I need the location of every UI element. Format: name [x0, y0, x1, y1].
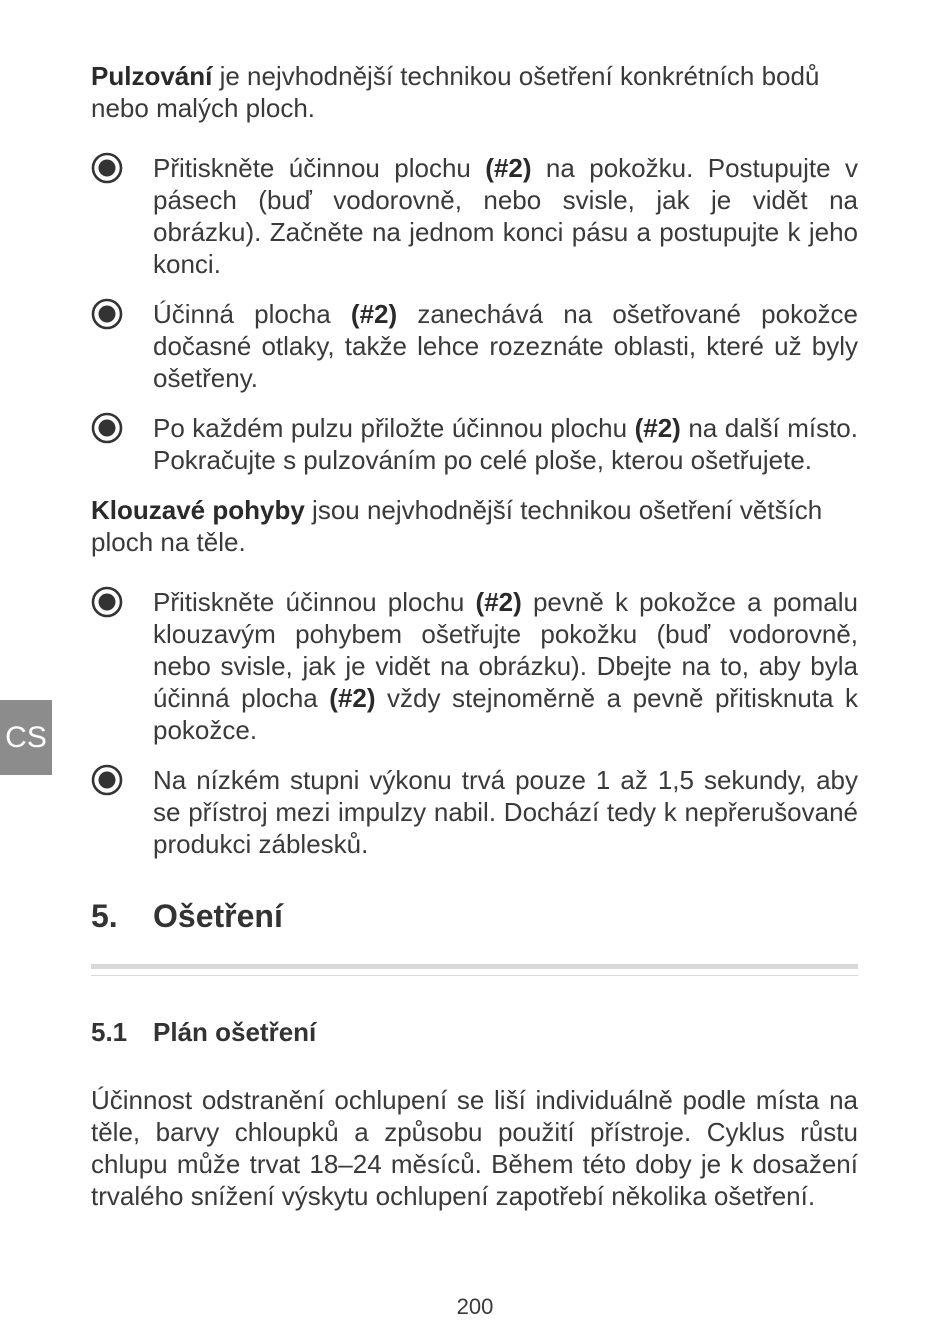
language-tab: CS — [0, 700, 52, 775]
page-number: 200 — [456, 1294, 494, 1319]
pulsing-term: Pulzování — [91, 61, 213, 91]
subsection-title: Plán ošetření — [153, 1017, 317, 1047]
section-title: Ošetření — [153, 898, 283, 934]
bullet-text: Na nízkém stupni výkonu trvá pouze 1 až 1,5 sekundy, aby se přístroj mezi impulzy nabil. Dochází tedy k nepřerušované produkci záblesků. — [153, 765, 858, 859]
subsection-number: 5.1 — [91, 1017, 128, 1047]
bullet-text: Přitiskněte účinnou plochu — [153, 153, 486, 183]
pulsing-bullet-list — [91, 152, 858, 476]
radio-bullet-icon — [91, 298, 123, 330]
bullet-text: Po každém pulzu přiložte účinnou plochu — [153, 413, 635, 443]
radio-bullet-icon — [91, 586, 123, 618]
area-ref: (#2) — [485, 153, 532, 183]
gliding-term: Klouzavé pohyby — [91, 495, 305, 525]
page-content — [91, 60, 858, 1212]
radio-bullet-icon — [91, 152, 123, 184]
list-item — [91, 298, 858, 394]
list-item — [91, 412, 858, 476]
radio-bullet-icon — [91, 412, 123, 444]
bullet-text: Přitiskněte účinnou plochu — [153, 587, 476, 617]
bullet-text: zanechává na ošetřované pokožce dočasné otlaky, takže lehce rozeznáte oblasti, které už byly ošetřeny. — [153, 299, 859, 393]
bullet-text: na pokožku. Postupujte v pásech (buď vodorovně, nebo svisle, jak je vidět na obrázku). Začněte na jednom konci pásu a postupujte k jeho konci. — [153, 153, 858, 279]
subsection-heading — [91, 1016, 858, 1048]
radio-bullet-icon — [91, 764, 123, 796]
bullet-text: vždy stejnoměrně a pevně přitisknuta k pokožce. — [153, 683, 858, 745]
list-item — [91, 764, 858, 860]
area-ref: (#2) — [634, 413, 681, 443]
section-heading — [91, 896, 858, 936]
gliding-intro-text: jsou nejvhodnější technikou ošetření větších ploch na těle. — [91, 495, 823, 557]
area-ref: (#2) — [475, 587, 522, 617]
list-item — [91, 152, 858, 280]
pulsing-intro — [91, 60, 858, 124]
list-item — [91, 586, 858, 746]
bullet-text: na další místo. Pokračujte s pulzováním po celé ploše, kterou ošetřujete. — [153, 413, 858, 475]
bullet-text: pevně k pokožce a pomalu klouzavým pohybem ošetřujte pokožku (buď vodorovně, nebo svisle, jak je vidět na obrázku). Dbejte na to, aby byla účinná plocha — [153, 587, 858, 713]
section-number: 5. — [91, 898, 118, 934]
bullet-text: Účinná plocha — [153, 299, 351, 329]
pulsing-intro-text: je nejvhodnější technikou ošetření konkrétních bodů nebo malých ploch. — [91, 61, 820, 123]
area-ref: (#2) — [350, 299, 398, 329]
gliding-bullet-list — [91, 586, 858, 860]
section-divider — [91, 964, 858, 976]
treatment-plan-paragraph: Účinnost odstranění ochlupení se liší individuálně podle místa na těle, barvy chloupků a způsobu použití přístroje. Cyklus růstu chlupu může trvat 18–24 měsíců. Během této doby je k dosažení trvalého snížení výskytu ochlupení zapotřebí několika ošetření. — [91, 1085, 858, 1211]
area-ref: (#2) — [329, 683, 376, 713]
gliding-intro — [91, 494, 858, 558]
